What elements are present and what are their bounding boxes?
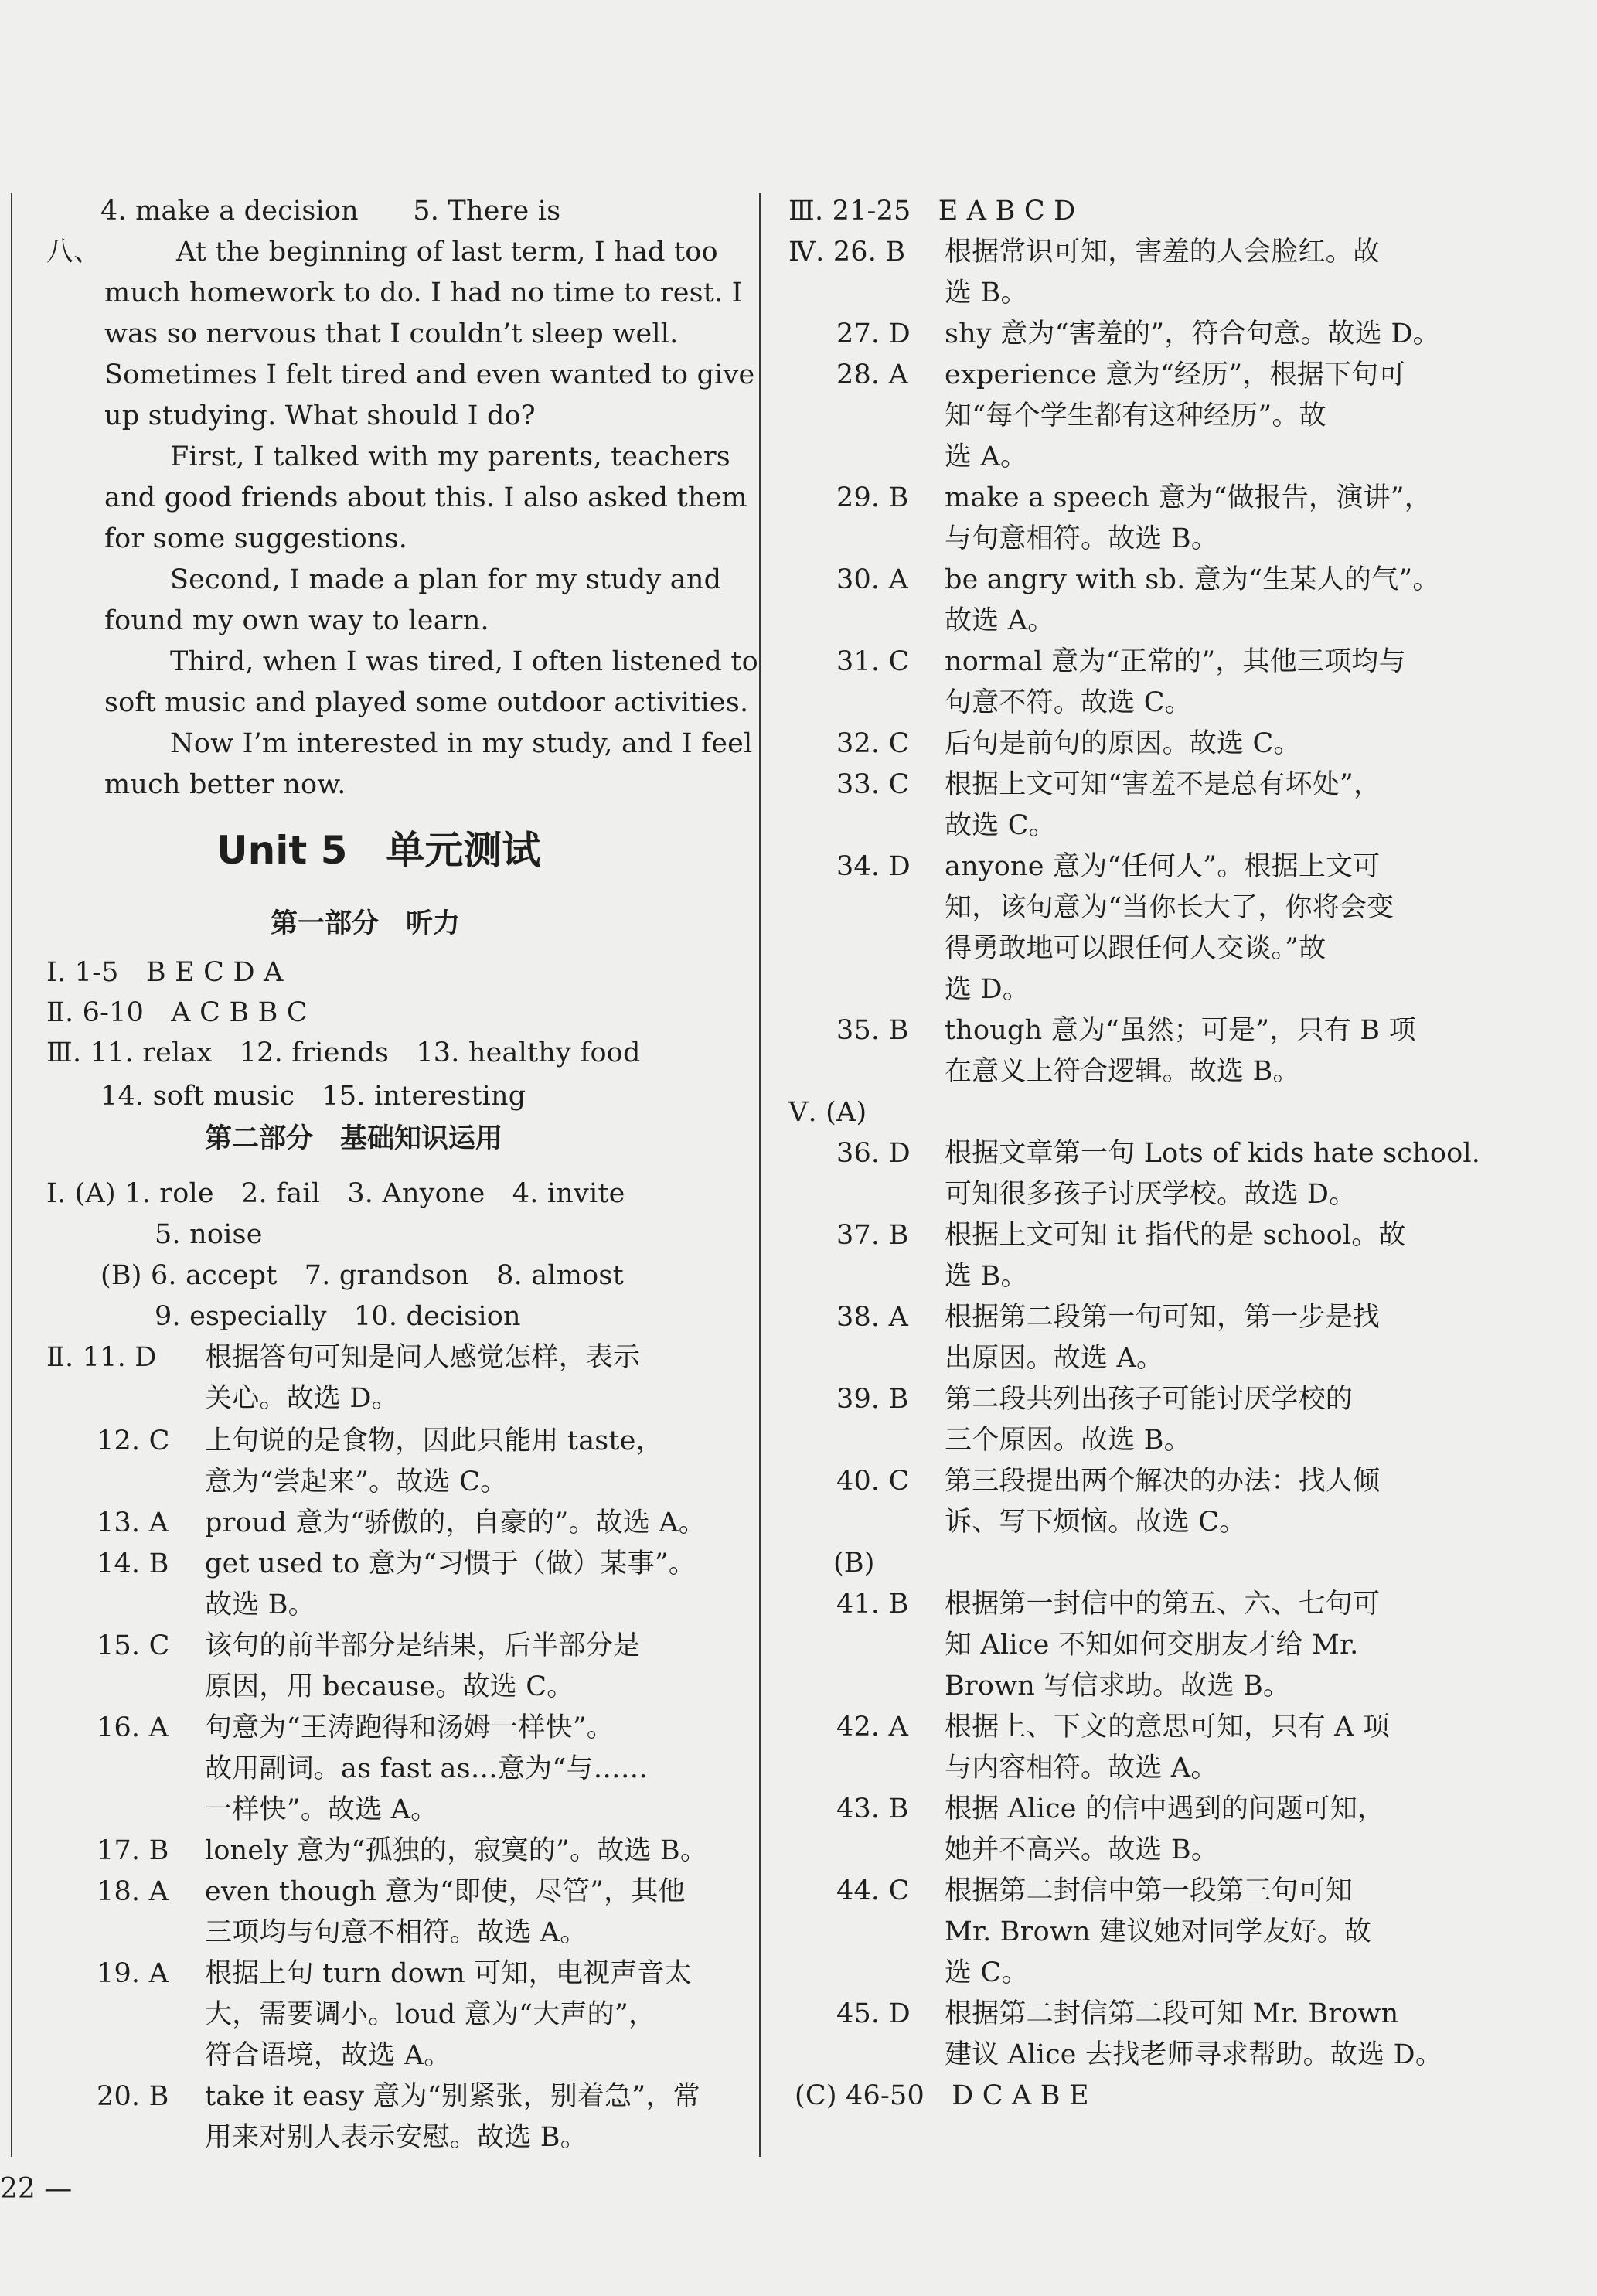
answer-number: Ⅱ. 11. D: [46, 1342, 157, 1373]
answer-line: Ⅱ. 6-10 A C B B C: [46, 997, 308, 1028]
answer-explanation: proud 意为“骄傲的，自豪的”。故选 A。: [205, 1507, 707, 1538]
answer-number: 17. B: [97, 1835, 169, 1866]
answer-explanation: 故选 C。: [945, 810, 1056, 841]
answer-explanation: 故选 A。: [945, 605, 1055, 636]
section-label: (B): [833, 1548, 875, 1579]
answer-explanation: 选 A。: [945, 441, 1028, 472]
answer-explanation: 原因，用 because。故选 C。: [205, 1671, 574, 1702]
text-line: and good friends about this. I also asked them: [104, 482, 747, 513]
answer-number: 45. D: [836, 1998, 911, 2029]
answer-explanation: 根据答句可知是问人感觉怎样，表示: [205, 1342, 641, 1373]
section-label: Ⅴ. (A): [788, 1097, 867, 1128]
answer-number: 28. A: [836, 359, 909, 390]
answer-explanation: 根据 Alice 的信中遇到的问题可知，: [945, 1794, 1385, 1824]
answer-explanation: get used to 意为“习惯于（做）某事”。: [205, 1548, 696, 1579]
answer-explanation: 关心。故选 D。: [205, 1383, 399, 1414]
answer-explanation: 选 C。: [945, 1957, 1029, 1988]
answer-explanation: experience 意为“经历”，根据下句可: [945, 359, 1406, 390]
column-divider: [759, 193, 761, 2157]
answer-number: 35. B: [836, 1015, 909, 1046]
text-line: soft music and played some outdoor activities.: [104, 687, 749, 718]
left-margin-rule: [11, 193, 12, 2157]
answer-explanation: 根据上、下文的意思可知，只有 A 项: [945, 1712, 1391, 1742]
text-line: Third, when I was tired, I often listened to: [170, 646, 758, 677]
answer-explanation: take it easy 意为“别紧张，别着急”，常: [205, 2081, 700, 2112]
answer-explanation: 选 B。: [945, 278, 1028, 308]
answer-explanation: 知“每个学生都有这种经历”。故: [945, 400, 1326, 431]
answer-number: 37. B: [836, 1220, 909, 1251]
answer-explanation: 诉、写下烦恼。故选 C。: [945, 1507, 1247, 1538]
answer-number: 15. C: [97, 1630, 170, 1661]
answer-number: 40. C: [836, 1466, 910, 1497]
answer-explanation: 出原因。故选 A。: [945, 1343, 1164, 1374]
answer-explanation: normal 意为“正常的”，其他三项均与: [945, 646, 1406, 677]
answer-explanation: 根据第一封信中的第五、六、七句可: [945, 1589, 1381, 1620]
answer-number: 33. C: [836, 769, 910, 800]
answer-number: 13. A: [97, 1507, 169, 1538]
answer-number: 41. B: [836, 1589, 909, 1620]
answer-explanation: 与句意相符。故选 B。: [945, 523, 1219, 554]
answer-explanation: 她并不高兴。故选 B。: [945, 1834, 1219, 1865]
answer-explanation: shy 意为“害羞的”，符合句意。故选 D。: [945, 319, 1440, 349]
answer-explanation: though 意为“虽然；可是”，只有 B 项: [945, 1015, 1416, 1046]
answer-explanation: even though 意为“即使，尽管”，其他: [205, 1876, 686, 1907]
unit-title: Unit 5 单元测试: [216, 828, 541, 873]
answer-line: Ⅲ. 21-25 E A B C D: [788, 196, 1076, 227]
answer-explanation: 根据第二段第一句可知，第一步是找: [945, 1302, 1381, 1333]
answer-explanation: 第二段共列出孩子可能讨厌学校的: [945, 1384, 1354, 1415]
answer-explanation: 在意义上符合逻辑。故选 B。: [945, 1056, 1300, 1087]
answer-explanation: 句意为“王涛跑得和汤姆一样快”。: [205, 1712, 614, 1743]
page-number: 22 —: [0, 2173, 73, 2205]
answer-line: Ⅰ. 1-5 B E C D A: [46, 957, 284, 988]
text-line: much homework to do. I had no time to rest. I: [104, 278, 743, 308]
text-line: was so nervous that I couldn’t sleep well.: [104, 319, 679, 349]
answer-number: 34. D: [836, 851, 911, 882]
answer-line: 14. soft music 15. interesting: [100, 1081, 526, 1112]
answer-explanation: 故选 B。: [205, 1589, 315, 1620]
answer-number: 31. C: [836, 646, 910, 677]
answer-number: 36. D: [836, 1138, 911, 1169]
answer-number: 30. A: [836, 564, 909, 595]
answer-explanation: 根据文章第一句 Lots of kids hate school.: [945, 1138, 1481, 1169]
answer-explanation: 根据上文可知“害羞不是总有坏处”，: [945, 769, 1381, 800]
answer-number: Ⅳ. 26. B: [788, 237, 906, 267]
answer-explanation: 上句说的是食物，因此只能用 taste，: [205, 1426, 663, 1456]
answer-explanation: anyone 意为“任何人”。根据上文可: [945, 851, 1381, 882]
answer-number: 18. A: [97, 1876, 169, 1907]
answer-explanation: 选 B。: [945, 1261, 1028, 1292]
answer-number: 12. C: [97, 1426, 170, 1456]
answer-explanation: 该句的前半部分是结果，后半部分是: [205, 1630, 641, 1661]
answer-explanation: 根据上句 turn down 可知，电视声音太: [205, 1958, 692, 1989]
answer-number: 16. A: [97, 1712, 169, 1743]
text-line: much better now.: [104, 769, 346, 800]
answer-number: 19. A: [97, 1958, 169, 1989]
answer-number: 20. B: [97, 2081, 169, 2112]
text-line: Now I’m interested in my study, and I feel: [170, 728, 753, 759]
answer-explanation: 根据上文可知 it 指代的是 school。故: [945, 1220, 1406, 1251]
text-line: for some suggestions.: [104, 523, 408, 554]
answer-explanation: 第三段提出两个解决的办法：找人倾: [945, 1466, 1381, 1497]
answer-explanation: 根据第二封信中第一段第三句可知: [945, 1875, 1354, 1906]
answer-explanation: 符合语境，故选 A。: [205, 2040, 451, 2071]
text-line: Sometimes I felt tired and even wanted to give: [104, 359, 755, 390]
answer-explanation: Mr. Brown 建议她对同学友好。故: [945, 1916, 1372, 1947]
answer-explanation: Brown 写信求助。故选 B。: [945, 1671, 1291, 1702]
answer-explanation: 得勇敢地可以跟任何人交谈。”故: [945, 933, 1326, 964]
answer-explanation: 选 D。: [945, 974, 1030, 1005]
answer-explanation: 故用副词。as fast as…意为“与……: [205, 1753, 649, 1784]
answer-explanation: 根据第二封信第二段可知 Mr. Brown: [945, 1998, 1399, 2029]
answer-line: (B) 6. accept 7. grandson 8. almost: [100, 1260, 624, 1291]
part-two-title: 第二部分 基础知识运用: [205, 1123, 503, 1154]
text-line: 4. make a decision 5. There is: [100, 196, 561, 227]
part-one-title: 第一部分 听力: [271, 908, 461, 939]
answer-line: (C) 46-50 D C A B E: [795, 2080, 1089, 2111]
answer-explanation: 意为“尝起来”。故选 C。: [205, 1467, 508, 1497]
text-line: At the beginning of last term, I had too: [176, 237, 718, 267]
answer-number: 39. B: [836, 1384, 909, 1415]
answer-explanation: 知，该句意为“当你长大了，你将会变: [945, 892, 1394, 923]
section-label: 八、: [46, 237, 101, 267]
text-line: First, I talked with my parents, teachers: [170, 441, 730, 472]
answer-explanation: be angry with sb. 意为“生某人的气”。: [945, 564, 1440, 595]
answer-line: 9. especially 10. decision: [155, 1301, 521, 1332]
answer-explanation: 三项均与句意不相符。故选 A。: [205, 1917, 587, 1948]
text-line: found my own way to learn.: [104, 605, 489, 636]
answer-explanation: 一样快”。故选 A。: [205, 1794, 438, 1825]
text-line: up studying. What should I do?: [104, 400, 536, 431]
answer-explanation: 用来对别人表示安慰。故选 B。: [205, 2122, 587, 2153]
answer-explanation: 与内容相符。故选 A。: [945, 1753, 1218, 1783]
answer-line: 5. noise: [155, 1219, 263, 1250]
answer-explanation: 可知很多孩子讨厌学校。故选 D。: [945, 1179, 1357, 1210]
answer-explanation: 大，需要调小。loud 意为“大声的”，: [205, 1999, 656, 2030]
answer-explanation: 建议 Alice 去找老师寻求帮助。故选 D。: [945, 2039, 1443, 2070]
answer-explanation: 根据常识可知，害羞的人会脸红。故: [945, 237, 1381, 267]
answer-number: 43. B: [836, 1794, 909, 1824]
answer-explanation: lonely 意为“孤独的，寂寞的”。故选 B。: [205, 1835, 708, 1866]
answer-explanation: 后句是前句的原因。故选 C。: [945, 728, 1301, 759]
answer-number: 38. A: [836, 1302, 909, 1333]
answer-explanation: 知 Alice 不知如何交朋友才给 Mr.: [945, 1630, 1359, 1661]
answer-line: Ⅰ. (A) 1. role 2. fail 3. Anyone 4. invite: [46, 1178, 625, 1209]
answer-number: 42. A: [836, 1712, 909, 1742]
answer-number: 44. C: [836, 1875, 910, 1906]
answer-number: 14. B: [97, 1548, 169, 1579]
answer-number: 27. D: [836, 319, 911, 349]
answer-number: 29. B: [836, 482, 909, 513]
answer-number: 32. C: [836, 728, 910, 759]
text-line: Second, I made a plan for my study and: [170, 564, 722, 595]
answer-explanation: 句意不符。故选 C。: [945, 687, 1192, 718]
answer-explanation: make a speech 意为“做报告，演讲”，: [945, 482, 1432, 513]
answer-line: Ⅲ. 11. relax 12. friends 13. healthy food: [46, 1037, 641, 1068]
answer-explanation: 三个原因。故选 B。: [945, 1425, 1191, 1456]
